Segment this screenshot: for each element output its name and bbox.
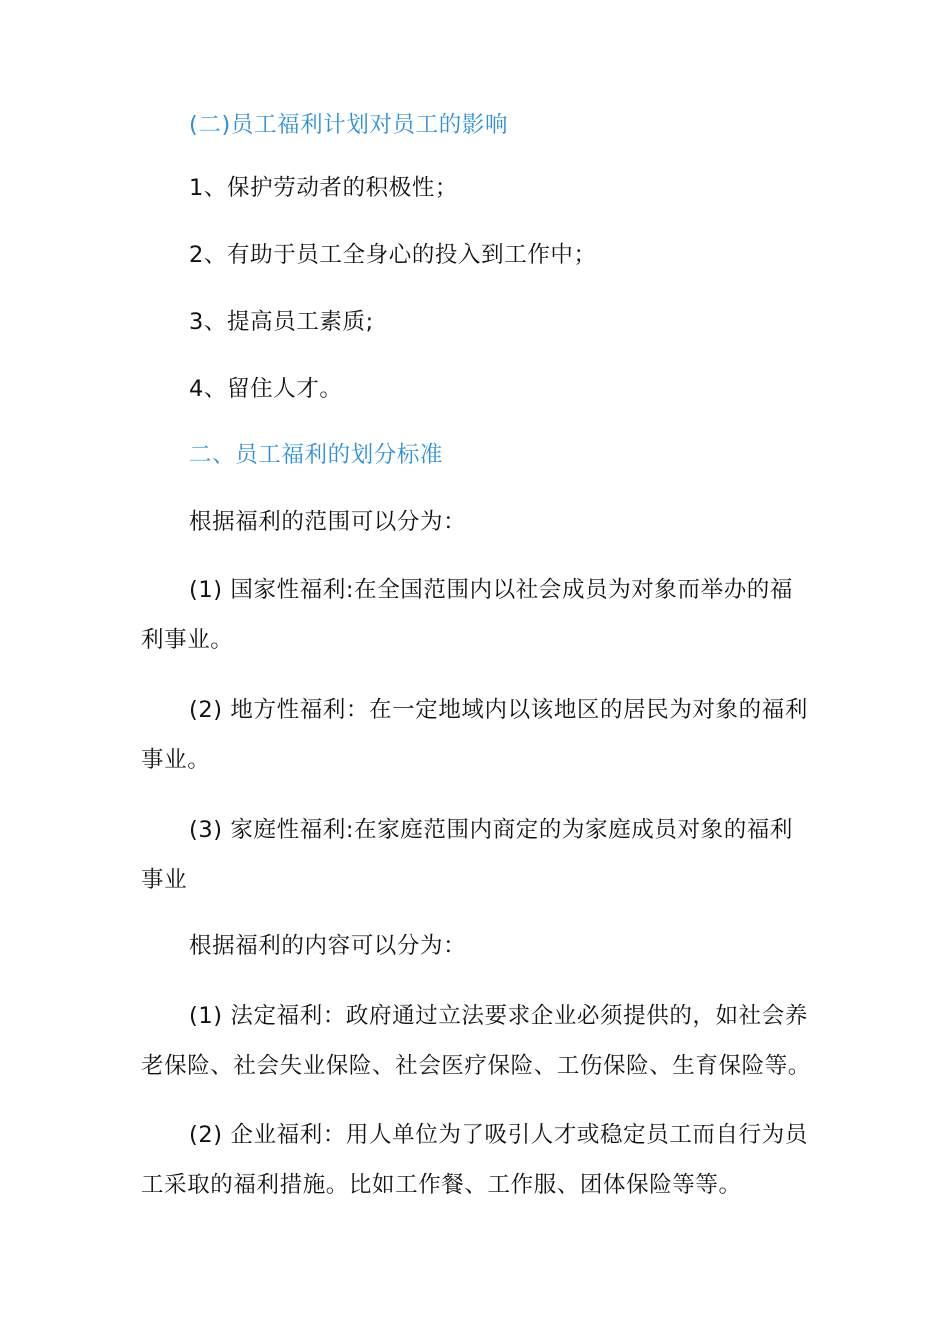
content-intro: 根据福利的内容可以分为： — [189, 933, 467, 959]
scope-item-2: (2) 地方性福利：在一定地域内以该地区的居民为对象的福利事业。 — [141, 697, 808, 773]
impact-item-3: 3、提高员工素质; — [189, 309, 374, 335]
scope-item-1: (1) 国家性福利:在全国范围内以社会成员为对象而举办的福利事业。 — [141, 577, 794, 653]
subsection-heading: (二)员工福利计划对员工的影响 — [189, 112, 509, 138]
scope-item-3: (3) 家庭性福利:在家庭范围内商定的为家庭成员对象的福利事业 — [141, 817, 794, 893]
impact-item-1: 1、保护劳动者的积极性； — [189, 175, 459, 201]
scope-intro: 根据福利的范围可以分为： — [189, 509, 467, 535]
impact-item-2: 2、有助于员工全身心的投入到工作中； — [189, 242, 597, 268]
content-item-2: (2) 企业福利：用人单位为了吸引人才或稳定员工而自行为员工采取的福利措施。比如工作餐、工作服、团体保险等等。 — [141, 1122, 808, 1198]
section-heading: 二、员工福利的划分标准 — [189, 442, 444, 468]
impact-item-4: 4、留住人才。 — [189, 376, 343, 402]
content-item-1: (1) 法定福利：政府通过立法要求企业必须提供的，如社会养老保险、社会失业保险、社会医疗保险、工伤保险、生育保险等。 — [141, 1003, 811, 1079]
